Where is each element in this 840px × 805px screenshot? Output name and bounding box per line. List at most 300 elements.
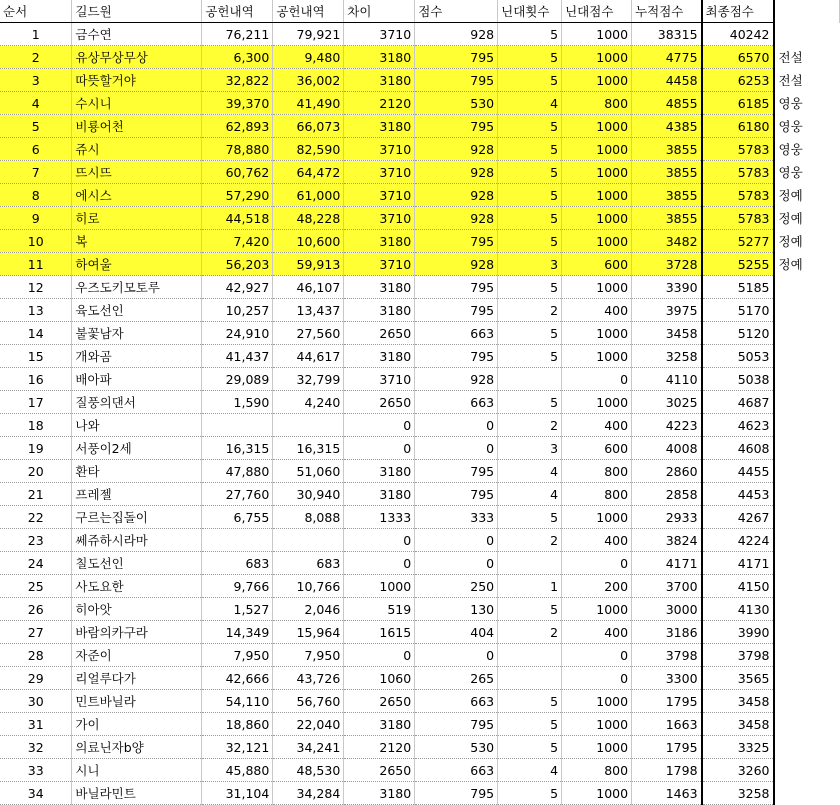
cell-score[interactable]: 795 bbox=[415, 46, 498, 69]
cell-ninja-count[interactable]: 5 bbox=[498, 736, 562, 759]
cell-cumulative[interactable]: 3855 bbox=[632, 184, 702, 207]
cell-cumulative[interactable]: 3728 bbox=[632, 253, 702, 276]
header-member[interactable]: 길드원 bbox=[72, 0, 202, 23]
cell-cumulative[interactable]: 3390 bbox=[632, 276, 702, 299]
cell-rank[interactable]: 9 bbox=[0, 207, 72, 230]
cell-cumulative[interactable]: 1798 bbox=[632, 759, 702, 782]
cell-rank[interactable]: 4 bbox=[0, 92, 72, 115]
cell-ninja-score[interactable]: 0 bbox=[562, 552, 632, 575]
cell-final[interactable]: 5255 bbox=[702, 253, 774, 276]
cell-member-name[interactable]: 칠도선인 bbox=[72, 552, 202, 575]
cell-tier[interactable] bbox=[774, 690, 840, 713]
cell-score[interactable]: 663 bbox=[415, 759, 498, 782]
cell-contribution-1[interactable]: 41,437 bbox=[202, 345, 273, 368]
cell-member-name[interactable]: 질풍의댄서 bbox=[72, 391, 202, 414]
cell-ninja-count[interactable]: 4 bbox=[498, 92, 562, 115]
cell-contribution-1[interactable]: 683 bbox=[202, 552, 273, 575]
cell-ninja-count[interactable]: 5 bbox=[498, 184, 562, 207]
cell-final[interactable]: 6185 bbox=[702, 92, 774, 115]
cell-cumulative[interactable]: 3798 bbox=[632, 644, 702, 667]
cell-cumulative[interactable]: 2858 bbox=[632, 483, 702, 506]
cell-ninja-count[interactable]: 3 bbox=[498, 253, 562, 276]
cell-tier[interactable]: 영웅 bbox=[778, 96, 803, 111]
cell-member-name[interactable]: 복 bbox=[72, 230, 202, 253]
cell-contribution-2[interactable]: 22,040 bbox=[273, 713, 344, 736]
cell-tier[interactable] bbox=[774, 552, 840, 575]
cell-ninja-count[interactable] bbox=[498, 644, 562, 667]
cell-tier[interactable] bbox=[774, 299, 840, 322]
cell-rank[interactable]: 20 bbox=[0, 460, 72, 483]
cell-rank[interactable]: 15 bbox=[0, 345, 72, 368]
cell-final[interactable]: 4224 bbox=[702, 529, 774, 552]
cell-ninja-count[interactable] bbox=[498, 552, 562, 575]
cell-score[interactable]: 663 bbox=[415, 391, 498, 414]
cell-rank[interactable]: 5 bbox=[0, 115, 72, 138]
cell-contribution-1[interactable]: 44,518 bbox=[202, 207, 273, 230]
cell-member-name[interactable]: 민트바닐라 bbox=[72, 690, 202, 713]
cell-score[interactable]: 0 bbox=[415, 414, 498, 437]
cell-diff[interactable]: 3710 bbox=[344, 207, 415, 230]
cell-ninja-count[interactable]: 2 bbox=[498, 621, 562, 644]
cell-rank[interactable]: 16 bbox=[0, 368, 72, 391]
cell-cumulative[interactable]: 3025 bbox=[632, 391, 702, 414]
cell-member-name[interactable]: 나와 bbox=[72, 414, 202, 437]
cell-diff[interactable]: 3180 bbox=[344, 483, 415, 506]
cell-rank[interactable]: 26 bbox=[0, 598, 72, 621]
cell-final[interactable]: 4130 bbox=[702, 598, 774, 621]
cell-tier[interactable] bbox=[774, 667, 840, 690]
cell-final[interactable]: 3990 bbox=[702, 621, 774, 644]
cell-diff[interactable]: 2650 bbox=[344, 391, 415, 414]
cell-ninja-score[interactable]: 200 bbox=[562, 575, 632, 598]
cell-contribution-2[interactable]: 64,472 bbox=[273, 161, 344, 184]
cell-ninja-score[interactable]: 0 bbox=[562, 667, 632, 690]
cell-final[interactable]: 5170 bbox=[702, 299, 774, 322]
cell-final[interactable]: 3798 bbox=[702, 644, 774, 667]
cell-contribution-2[interactable]: 10,766 bbox=[273, 575, 344, 598]
cell-contribution-1[interactable]: 14,349 bbox=[202, 621, 273, 644]
cell-rank[interactable]: 33 bbox=[0, 759, 72, 782]
cell-ninja-count[interactable]: 5 bbox=[498, 230, 562, 253]
cell-diff[interactable]: 0 bbox=[344, 437, 415, 460]
cell-ninja-count[interactable]: 5 bbox=[498, 713, 562, 736]
cell-ninja-score[interactable]: 600 bbox=[562, 437, 632, 460]
cell-cumulative[interactable]: 3855 bbox=[632, 161, 702, 184]
cell-score[interactable]: 130 bbox=[415, 598, 498, 621]
cell-score[interactable]: 795 bbox=[415, 713, 498, 736]
cell-member-name[interactable]: 구르는집돌이 bbox=[72, 506, 202, 529]
cell-tier[interactable]: 전설 bbox=[778, 73, 803, 88]
cell-final[interactable]: 5783 bbox=[702, 138, 774, 161]
cell-tier[interactable] bbox=[774, 598, 840, 621]
cell-diff[interactable]: 1333 bbox=[344, 506, 415, 529]
cell-member-name[interactable]: 서풍이2세 bbox=[72, 437, 202, 460]
cell-score[interactable]: 795 bbox=[415, 782, 498, 805]
cell-member-name[interactable]: 따뜻할거야 bbox=[72, 69, 202, 92]
cell-contribution-2[interactable]: 79,921 bbox=[273, 23, 344, 46]
cell-final[interactable]: 5783 bbox=[702, 161, 774, 184]
cell-diff[interactable]: 3180 bbox=[344, 230, 415, 253]
cell-final[interactable]: 5053 bbox=[702, 345, 774, 368]
cell-diff[interactable]: 3180 bbox=[344, 115, 415, 138]
cell-rank[interactable]: 8 bbox=[0, 184, 72, 207]
cell-final[interactable]: 4455 bbox=[702, 460, 774, 483]
cell-contribution-2[interactable]: 16,315 bbox=[273, 437, 344, 460]
cell-contribution-1[interactable]: 6,755 bbox=[202, 506, 273, 529]
cell-final[interactable]: 5038 bbox=[702, 368, 774, 391]
cell-cumulative[interactable]: 4385 bbox=[632, 115, 702, 138]
cell-ninja-score[interactable]: 1000 bbox=[562, 115, 632, 138]
cell-contribution-2[interactable]: 8,088 bbox=[273, 506, 344, 529]
cell-ninja-count[interactable]: 5 bbox=[498, 506, 562, 529]
cell-contribution-1[interactable]: 10,257 bbox=[202, 299, 273, 322]
cell-ninja-count[interactable]: 5 bbox=[498, 46, 562, 69]
cell-ninja-count[interactable]: 5 bbox=[498, 69, 562, 92]
cell-tier[interactable] bbox=[774, 460, 840, 483]
cell-cumulative[interactable]: 4458 bbox=[632, 69, 702, 92]
cell-tier[interactable]: 전설 bbox=[778, 50, 803, 65]
cell-contribution-1[interactable]: 24,910 bbox=[202, 322, 273, 345]
cell-ninja-count[interactable]: 5 bbox=[498, 161, 562, 184]
cell-ninja-score[interactable]: 1000 bbox=[562, 736, 632, 759]
cell-ninja-score[interactable]: 1000 bbox=[562, 322, 632, 345]
cell-score[interactable]: 404 bbox=[415, 621, 498, 644]
cell-contribution-1[interactable]: 1,590 bbox=[202, 391, 273, 414]
cell-diff[interactable]: 3180 bbox=[344, 46, 415, 69]
cell-member-name[interactable]: 배아파 bbox=[72, 368, 202, 391]
cell-member-name[interactable]: 비룡어천 bbox=[72, 115, 202, 138]
cell-ninja-score[interactable]: 1000 bbox=[562, 138, 632, 161]
cell-ninja-count[interactable] bbox=[498, 667, 562, 690]
cell-tier[interactable]: 정예 bbox=[778, 257, 803, 272]
cell-contribution-1[interactable]: 31,104 bbox=[202, 782, 273, 805]
cell-final[interactable]: 4687 bbox=[702, 391, 774, 414]
cell-diff[interactable]: 3180 bbox=[344, 713, 415, 736]
header-cumulative[interactable]: 누적점수 bbox=[632, 0, 702, 23]
cell-ninja-score[interactable]: 1000 bbox=[562, 46, 632, 69]
cell-contribution-2[interactable]: 32,799 bbox=[273, 368, 344, 391]
cell-score[interactable]: 663 bbox=[415, 322, 498, 345]
cell-tier[interactable] bbox=[774, 345, 840, 368]
cell-contribution-2[interactable]: 27,560 bbox=[273, 322, 344, 345]
cell-ninja-score[interactable]: 0 bbox=[562, 644, 632, 667]
cell-ninja-score[interactable]: 400 bbox=[562, 299, 632, 322]
cell-contribution-2[interactable]: 4,240 bbox=[273, 391, 344, 414]
cell-contribution-1[interactable]: 32,822 bbox=[202, 69, 273, 92]
cell-tier[interactable]: 정예 bbox=[778, 188, 803, 203]
cell-cumulative[interactable]: 3258 bbox=[632, 345, 702, 368]
cell-ninja-score[interactable]: 1000 bbox=[562, 69, 632, 92]
header-diff[interactable]: 차이 bbox=[344, 0, 415, 23]
cell-diff[interactable]: 1060 bbox=[344, 667, 415, 690]
cell-diff[interactable]: 0 bbox=[344, 552, 415, 575]
cell-tier[interactable] bbox=[774, 575, 840, 598]
cell-diff[interactable]: 2120 bbox=[344, 92, 415, 115]
cell-contribution-1[interactable]: 60,762 bbox=[202, 161, 273, 184]
cell-member-name[interactable]: 하여울 bbox=[72, 253, 202, 276]
cell-member-name[interactable]: 사도요한 bbox=[72, 575, 202, 598]
header-contribution-1[interactable]: 공헌내역 bbox=[202, 0, 273, 23]
cell-ninja-count[interactable]: 1 bbox=[498, 575, 562, 598]
cell-final[interactable]: 3458 bbox=[702, 713, 774, 736]
cell-rank[interactable]: 12 bbox=[0, 276, 72, 299]
cell-member-name[interactable]: 에시스 bbox=[72, 184, 202, 207]
cell-member-name[interactable]: 의료닌자b양 bbox=[72, 736, 202, 759]
cell-final[interactable]: 4171 bbox=[702, 552, 774, 575]
cell-score[interactable]: 0 bbox=[415, 529, 498, 552]
cell-contribution-2[interactable]: 51,060 bbox=[273, 460, 344, 483]
cell-contribution-1[interactable]: 16,315 bbox=[202, 437, 273, 460]
cell-ninja-count[interactable]: 5 bbox=[498, 23, 562, 46]
cell-ninja-score[interactable]: 0 bbox=[562, 368, 632, 391]
cell-score[interactable]: 928 bbox=[415, 161, 498, 184]
cell-contribution-1[interactable]: 45,880 bbox=[202, 759, 273, 782]
cell-ninja-count[interactable]: 5 bbox=[498, 138, 562, 161]
cell-final[interactable]: 6570 bbox=[702, 46, 774, 69]
cell-diff[interactable]: 3180 bbox=[344, 460, 415, 483]
cell-contribution-1[interactable]: 32,121 bbox=[202, 736, 273, 759]
cell-contribution-1[interactable]: 42,666 bbox=[202, 667, 273, 690]
cell-final[interactable]: 40242 bbox=[702, 23, 774, 46]
cell-cumulative[interactable]: 3300 bbox=[632, 667, 702, 690]
cell-ninja-count[interactable]: 5 bbox=[498, 598, 562, 621]
cell-member-name[interactable]: 히로 bbox=[72, 207, 202, 230]
cell-cumulative[interactable]: 3824 bbox=[632, 529, 702, 552]
cell-contribution-2[interactable]: 46,107 bbox=[273, 276, 344, 299]
cell-contribution-2[interactable]: 66,073 bbox=[273, 115, 344, 138]
cell-final[interactable]: 3565 bbox=[702, 667, 774, 690]
cell-cumulative[interactable]: 3186 bbox=[632, 621, 702, 644]
cell-contribution-1[interactable]: 18,860 bbox=[202, 713, 273, 736]
cell-contribution-2[interactable]: 44,617 bbox=[273, 345, 344, 368]
cell-cumulative[interactable]: 1663 bbox=[632, 713, 702, 736]
cell-tier[interactable]: 정예 bbox=[778, 234, 803, 249]
cell-tier[interactable] bbox=[774, 621, 840, 644]
cell-rank[interactable]: 2 bbox=[0, 46, 72, 69]
cell-contribution-1[interactable]: 42,927 bbox=[202, 276, 273, 299]
cell-diff[interactable]: 3180 bbox=[344, 782, 415, 805]
cell-contribution-2[interactable]: 41,490 bbox=[273, 92, 344, 115]
cell-ninja-count[interactable]: 5 bbox=[498, 115, 562, 138]
cell-contribution-2[interactable]: 43,726 bbox=[273, 667, 344, 690]
cell-tier[interactable] bbox=[774, 414, 840, 437]
cell-tier[interactable] bbox=[774, 483, 840, 506]
cell-diff[interactable]: 2650 bbox=[344, 322, 415, 345]
cell-contribution-2[interactable]: 10,600 bbox=[273, 230, 344, 253]
cell-ninja-count[interactable]: 4 bbox=[498, 483, 562, 506]
cell-ninja-score[interactable]: 800 bbox=[562, 759, 632, 782]
header-score[interactable]: 점수 bbox=[415, 0, 498, 23]
cell-contribution-2[interactable]: 34,284 bbox=[273, 782, 344, 805]
cell-cumulative[interactable]: 3855 bbox=[632, 138, 702, 161]
cell-ninja-count[interactable]: 2 bbox=[498, 529, 562, 552]
cell-score[interactable]: 928 bbox=[415, 368, 498, 391]
cell-contribution-1[interactable] bbox=[202, 414, 273, 437]
cell-cumulative[interactable]: 4223 bbox=[632, 414, 702, 437]
cell-contribution-2[interactable]: 61,000 bbox=[273, 184, 344, 207]
cell-rank[interactable]: 29 bbox=[0, 667, 72, 690]
cell-cumulative[interactable]: 2860 bbox=[632, 460, 702, 483]
cell-member-name[interactable]: 바람의카구라 bbox=[72, 621, 202, 644]
cell-rank[interactable]: 25 bbox=[0, 575, 72, 598]
cell-tier[interactable] bbox=[774, 276, 840, 299]
cell-contribution-2[interactable]: 36,002 bbox=[273, 69, 344, 92]
cell-ninja-score[interactable]: 800 bbox=[562, 92, 632, 115]
cell-score[interactable]: 795 bbox=[415, 115, 498, 138]
cell-tier[interactable] bbox=[774, 23, 840, 46]
cell-member-name[interactable]: 프레젤 bbox=[72, 483, 202, 506]
cell-contribution-2[interactable]: 48,228 bbox=[273, 207, 344, 230]
cell-diff[interactable]: 3710 bbox=[344, 368, 415, 391]
cell-contribution-2[interactable]: 7,950 bbox=[273, 644, 344, 667]
cell-member-name[interactable]: 쎄쥬하시라마 bbox=[72, 529, 202, 552]
cell-member-name[interactable]: 쥬시 bbox=[72, 138, 202, 161]
cell-tier[interactable] bbox=[774, 713, 840, 736]
cell-contribution-1[interactable]: 62,893 bbox=[202, 115, 273, 138]
cell-cumulative[interactable]: 4110 bbox=[632, 368, 702, 391]
cell-ninja-score[interactable]: 1000 bbox=[562, 506, 632, 529]
cell-score[interactable]: 795 bbox=[415, 230, 498, 253]
cell-cumulative[interactable]: 3700 bbox=[632, 575, 702, 598]
cell-ninja-score[interactable]: 400 bbox=[562, 529, 632, 552]
cell-final[interactable]: 3458 bbox=[702, 690, 774, 713]
cell-contribution-2[interactable]: 683 bbox=[273, 552, 344, 575]
cell-cumulative[interactable]: 3975 bbox=[632, 299, 702, 322]
cell-score[interactable]: 663 bbox=[415, 690, 498, 713]
cell-cumulative[interactable]: 2933 bbox=[632, 506, 702, 529]
cell-diff[interactable]: 3710 bbox=[344, 23, 415, 46]
cell-contribution-2[interactable] bbox=[273, 414, 344, 437]
cell-cumulative[interactable]: 1795 bbox=[632, 736, 702, 759]
cell-score[interactable]: 795 bbox=[415, 483, 498, 506]
cell-member-name[interactable]: 육도선인 bbox=[72, 299, 202, 322]
cell-score[interactable]: 795 bbox=[415, 345, 498, 368]
cell-rank[interactable]: 23 bbox=[0, 529, 72, 552]
cell-score[interactable]: 928 bbox=[415, 253, 498, 276]
cell-cumulative[interactable]: 3000 bbox=[632, 598, 702, 621]
cell-score[interactable]: 333 bbox=[415, 506, 498, 529]
cell-contribution-1[interactable]: 7,420 bbox=[202, 230, 273, 253]
cell-score[interactable]: 928 bbox=[415, 23, 498, 46]
cell-contribution-2[interactable]: 13,437 bbox=[273, 299, 344, 322]
cell-diff[interactable]: 3710 bbox=[344, 184, 415, 207]
cell-ninja-count[interactable]: 2 bbox=[498, 414, 562, 437]
cell-final[interactable]: 4150 bbox=[702, 575, 774, 598]
cell-score[interactable]: 928 bbox=[415, 138, 498, 161]
cell-ninja-count[interactable]: 5 bbox=[498, 276, 562, 299]
cell-ninja-score[interactable]: 1000 bbox=[562, 713, 632, 736]
cell-rank[interactable]: 32 bbox=[0, 736, 72, 759]
cell-member-name[interactable]: 가이 bbox=[72, 713, 202, 736]
cell-cumulative[interactable]: 3855 bbox=[632, 207, 702, 230]
cell-cumulative[interactable]: 3458 bbox=[632, 322, 702, 345]
cell-member-name[interactable]: 뜨시뜨 bbox=[72, 161, 202, 184]
cell-score[interactable]: 530 bbox=[415, 92, 498, 115]
cell-rank[interactable]: 31 bbox=[0, 713, 72, 736]
cell-contribution-1[interactable]: 57,290 bbox=[202, 184, 273, 207]
cell-rank[interactable]: 21 bbox=[0, 483, 72, 506]
cell-final[interactable]: 4453 bbox=[702, 483, 774, 506]
cell-tier[interactable] bbox=[774, 644, 840, 667]
cell-final[interactable]: 4267 bbox=[702, 506, 774, 529]
header-final[interactable]: 최종점수 bbox=[702, 0, 774, 23]
cell-diff[interactable]: 3710 bbox=[344, 138, 415, 161]
cell-ninja-score[interactable]: 1000 bbox=[562, 782, 632, 805]
cell-contribution-1[interactable]: 6,300 bbox=[202, 46, 273, 69]
cell-member-name[interactable]: 우즈도키모토루 bbox=[72, 276, 202, 299]
cell-diff[interactable]: 3710 bbox=[344, 253, 415, 276]
cell-final[interactable]: 3258 bbox=[702, 782, 774, 805]
cell-member-name[interactable]: 환타 bbox=[72, 460, 202, 483]
cell-tier[interactable] bbox=[774, 506, 840, 529]
cell-rank[interactable]: 14 bbox=[0, 322, 72, 345]
cell-diff[interactable]: 3710 bbox=[344, 161, 415, 184]
cell-tier[interactable] bbox=[774, 437, 840, 460]
cell-ninja-count[interactable]: 3 bbox=[498, 437, 562, 460]
cell-member-name[interactable]: 리얼루다가 bbox=[72, 667, 202, 690]
cell-member-name[interactable]: 히아앗 bbox=[72, 598, 202, 621]
cell-final[interactable]: 5185 bbox=[702, 276, 774, 299]
cell-contribution-1[interactable]: 76,211 bbox=[202, 23, 273, 46]
cell-ninja-score[interactable]: 400 bbox=[562, 621, 632, 644]
cell-member-name[interactable]: 불꽃남자 bbox=[72, 322, 202, 345]
cell-diff[interactable]: 2120 bbox=[344, 736, 415, 759]
cell-tier[interactable]: 영웅 bbox=[778, 142, 803, 157]
cell-rank[interactable]: 22 bbox=[0, 506, 72, 529]
cell-score[interactable]: 530 bbox=[415, 736, 498, 759]
cell-contribution-2[interactable]: 30,940 bbox=[273, 483, 344, 506]
cell-cumulative[interactable]: 1463 bbox=[632, 782, 702, 805]
cell-score[interactable]: 795 bbox=[415, 299, 498, 322]
cell-contribution-1[interactable]: 54,110 bbox=[202, 690, 273, 713]
header-ninja-score[interactable]: 닌대점수 bbox=[562, 0, 632, 23]
cell-final[interactable]: 3260 bbox=[702, 759, 774, 782]
cell-contribution-2[interactable]: 9,480 bbox=[273, 46, 344, 69]
cell-contribution-2[interactable]: 48,530 bbox=[273, 759, 344, 782]
cell-rank[interactable]: 34 bbox=[0, 782, 72, 805]
cell-tier[interactable]: 정예 bbox=[778, 211, 803, 226]
cell-score[interactable]: 795 bbox=[415, 276, 498, 299]
cell-cumulative[interactable]: 3482 bbox=[632, 230, 702, 253]
cell-contribution-1[interactable]: 78,880 bbox=[202, 138, 273, 161]
cell-contribution-2[interactable]: 82,590 bbox=[273, 138, 344, 161]
cell-ninja-count[interactable]: 5 bbox=[498, 690, 562, 713]
cell-rank[interactable]: 6 bbox=[0, 138, 72, 161]
cell-ninja-count[interactable]: 5 bbox=[498, 207, 562, 230]
cell-contribution-1[interactable] bbox=[202, 529, 273, 552]
cell-score[interactable]: 265 bbox=[415, 667, 498, 690]
cell-diff[interactable]: 3180 bbox=[344, 69, 415, 92]
cell-cumulative[interactable]: 4775 bbox=[632, 46, 702, 69]
cell-ninja-score[interactable]: 1000 bbox=[562, 391, 632, 414]
cell-diff[interactable]: 2650 bbox=[344, 759, 415, 782]
cell-final[interactable]: 3325 bbox=[702, 736, 774, 759]
cell-final[interactable]: 5120 bbox=[702, 322, 774, 345]
cell-rank[interactable]: 24 bbox=[0, 552, 72, 575]
cell-diff[interactable]: 1000 bbox=[344, 575, 415, 598]
cell-final[interactable]: 6180 bbox=[702, 115, 774, 138]
cell-ninja-score[interactable]: 800 bbox=[562, 483, 632, 506]
cell-member-name[interactable]: 바닐라민트 bbox=[72, 782, 202, 805]
cell-contribution-1[interactable]: 27,760 bbox=[202, 483, 273, 506]
cell-ninja-count[interactable]: 5 bbox=[498, 782, 562, 805]
cell-final[interactable]: 5783 bbox=[702, 207, 774, 230]
cell-diff[interactable]: 3180 bbox=[344, 345, 415, 368]
cell-contribution-2[interactable] bbox=[273, 529, 344, 552]
cell-ninja-score[interactable]: 1000 bbox=[562, 345, 632, 368]
cell-score[interactable]: 928 bbox=[415, 207, 498, 230]
cell-member-name[interactable]: 유상무상무상 bbox=[72, 46, 202, 69]
